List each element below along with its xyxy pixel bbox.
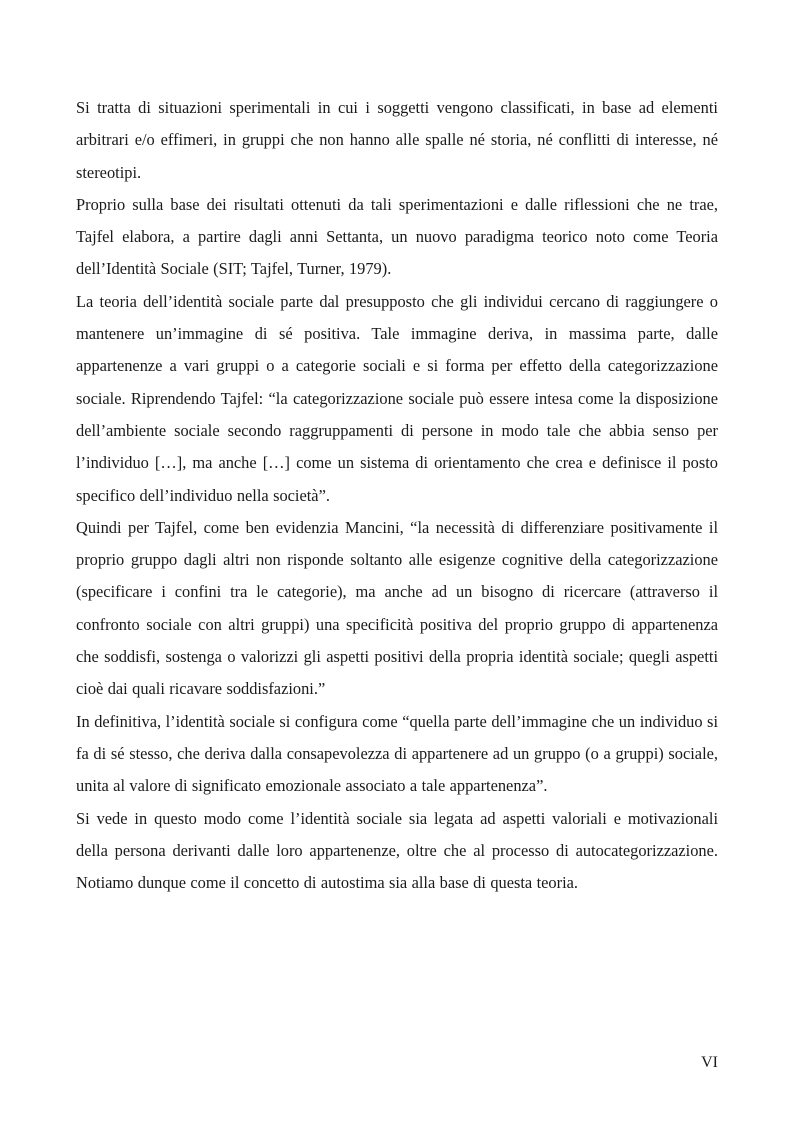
paragraph-social-categorization: La teoria dell’identità sociale parte dal presupposto che gli individui cercano di raggiungere o mantenere un’immagine di sé positiva. Tale immagine deriva, in massima parte, dalle appartenenze a vari gruppi o a categorie sociali e si forma per effetto della categorizzazione sociale. Riprendendo Tajfel: “la categorizzazione sociale può essere intesa come la disposizione dell’ambiente sociale secondo raggruppamenti di persone in modo tale che abbia senso per l’individuo […], ma anche […] come un sistema di orientamento che crea e definisce il posto specifico dell’individuo nella società”. xyxy=(76,291,718,505)
paragraph-social-identity-theory-origin: Proprio sulla base dei risultati ottenuti da tali sperimentazioni e dalle riflessioni che ne trae, Tajfel elabora, a partire dagli anni Settanta, un nuovo paradigma teorico noto come Teoria dell’Identità Sociale (SIT; Tajfel, Turner, 1979). xyxy=(76,194,718,279)
body-text xyxy=(76,92,718,899)
paragraph-social-identity-definition: In definitiva, l’identità sociale si configura come “quella parte dell’immagine che un individuo si fa di sé stesso, che deriva dalla consapevolezza di appartenere ad un gruppo (o a gruppi) sociale, unita al valore di significato emozionale associato a tale appartenenza”. xyxy=(76,711,718,796)
page-number: VI xyxy=(701,1054,718,1071)
paragraph-self-esteem: Si vede in questo modo come l’identità sociale sia legata ad aspetti valoriali e motivazionali della persona derivanti dalle loro appartenenze, oltre che al processo di autocategorizzazione. Notiamo dunque come il concetto di autostima sia alla base di questa teoria. xyxy=(76,808,718,893)
paragraph-experimental-situations: Si tratta di situazioni sperimentali in cui i soggetti vengono classificati, in base ad elementi arbitrari e/o effimeri, in gruppi che non hanno alle spalle né storia, né conflitti di interesse, né stereotipi. xyxy=(76,98,718,182)
paragraph-mancini-quote: Quindi per Tajfel, come ben evidenzia Mancini, “la necessità di differenziare positivamente il proprio gruppo dagli altri non risponde soltanto alle esigenze cognitive della categorizzazione (specificare i confini tra le categorie), ma anche ad un bisogno di ricercare (attraverso il confronto sociale con altri gruppi) una specificità positiva del proprio gruppo di appartenenza che soddisfi, sostenga o valorizzi gli aspetti positivi della propria identità sociale; quegli aspetti cioè dai quali ricavare soddisfazioni.” xyxy=(76,517,718,699)
